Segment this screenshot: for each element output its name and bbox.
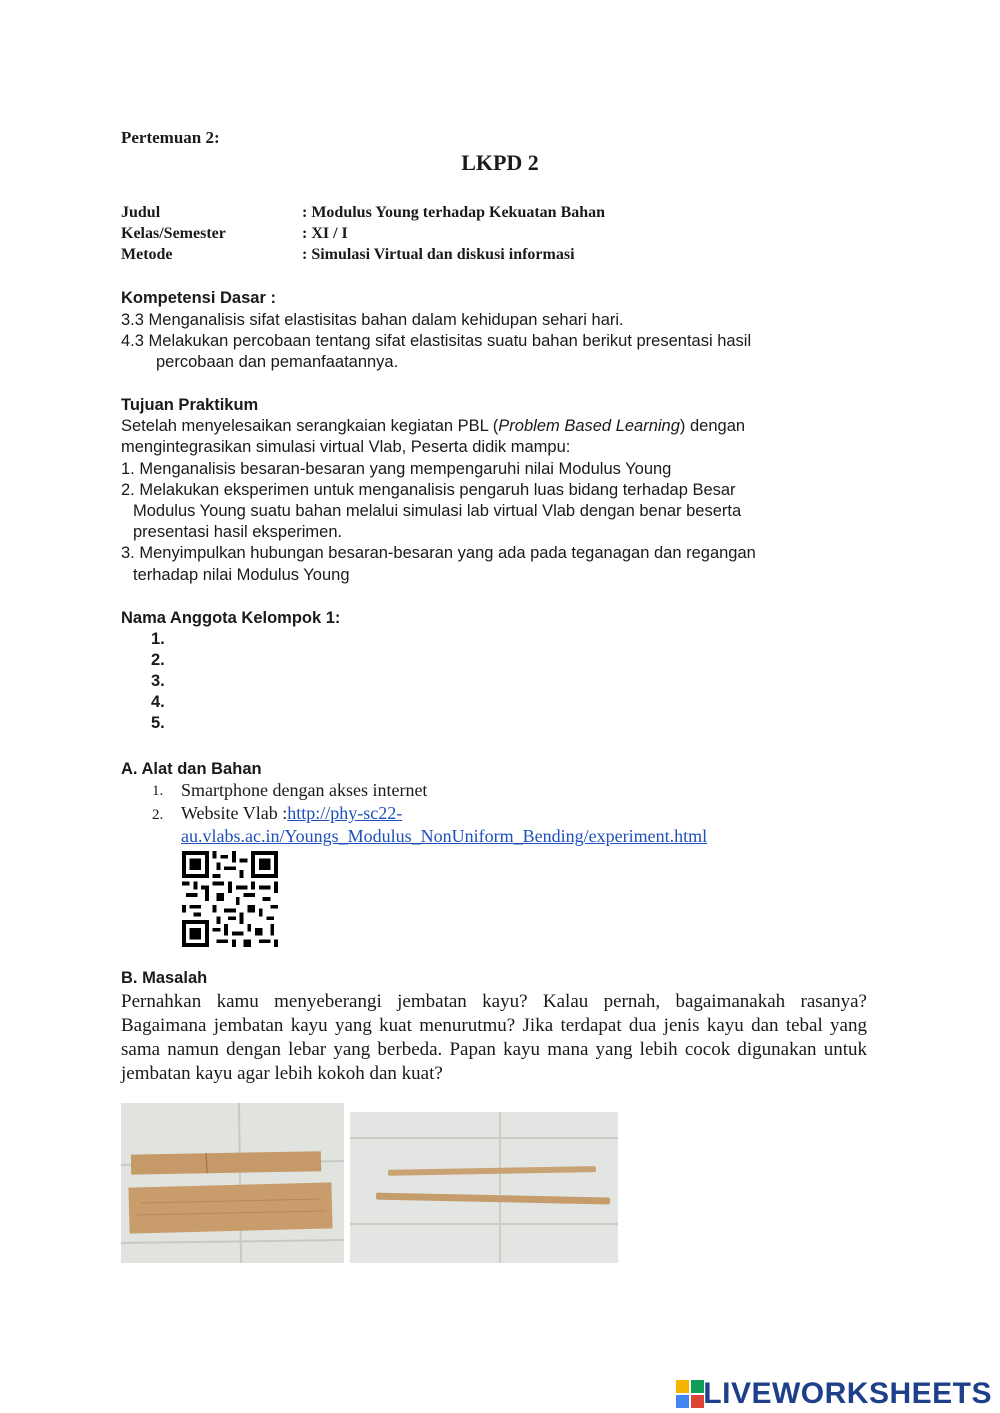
member-number: 2.: [151, 651, 165, 669]
tujuan-intro-line2: mengintegrasikan simulasi virtual Vlab, Peserta didik mampu:: [121, 438, 571, 456]
meta-value: : Modulus Young terhadap Kekuatan Bahan: [302, 204, 606, 221]
meeting-label: Pertemuan 2:: [121, 128, 220, 147]
wood-planks-thin-photo: [350, 1112, 618, 1263]
member-number: 3.: [151, 672, 165, 690]
liveworksheets-logo-icon: [676, 1380, 704, 1408]
alat-item-number: 2.: [152, 807, 164, 823]
member-number: 4.: [151, 693, 165, 711]
tujuan-heading: Tujuan Praktikum: [121, 396, 259, 414]
tujuan-line: terhadap nilai Modulus Young: [133, 566, 350, 584]
qr-code: [182, 851, 278, 947]
kompetensi-item: 4.3 Melakukan percobaan tentang sifat elastisitas suatu bahan berikut presentasi hasil: [121, 332, 752, 350]
masalah-text: Pernahkan kamu menyeberangi jembatan kayu? Kalau pernah, bagaimanakah rasanya? Bagaimana jembatan kayu yang kuat menurutmu? Jika terdapat dua jenis kayu dan tebal yang sama namun dengan lebar yang berbeda. Papan kayu mana yang lebih cocok digunakan untuk jembatan kayu agar lebih kokoh dan kuat?: [121, 991, 867, 1084]
tujuan-line: 2. Melakukan eksperimen untuk menganalisis pengaruh luas bidang terhadap Besar: [121, 481, 736, 499]
tujuan-intro: [121, 417, 745, 436]
tujuan-line: presentasi hasil eksperimen.: [133, 523, 343, 541]
tujuan-intro-before: Setelah menyelesaikan serangkaian kegiatan PBL (: [121, 417, 499, 435]
tujuan-intro-after: ) dengan: [679, 417, 746, 435]
page-title: LKPD 2: [461, 150, 539, 175]
kompetensi-item-continued: percobaan dan pemanfaatannya.: [156, 353, 399, 371]
vlab-link-continued[interactable]: au.vlabs.ac.in/Youngs_Modulus_NonUniform_Bending/experiment.html: [181, 826, 708, 846]
kompetensi-heading: Kompetensi Dasar :: [121, 289, 276, 307]
website-label: Website Vlab :: [181, 803, 288, 823]
kompetensi-item: 3.3 Menganalisis sifat elastisitas bahan dalam kehidupan sehari hari.: [121, 311, 624, 329]
meta-label: Metode: [121, 246, 173, 263]
alat-item-website: [181, 803, 402, 824]
member-number: 1.: [151, 630, 165, 648]
kelompok-heading: Nama Anggota Kelompok 1:: [121, 609, 341, 627]
meta-label: Judul: [121, 204, 161, 221]
vlab-link[interactable]: http://phy-sc22-: [287, 803, 403, 823]
meta-label: Kelas/Semester: [121, 225, 226, 242]
tujuan-line: 1. Menganalisis besaran-besaran yang mempengaruhi nilai Modulus Young: [121, 460, 672, 478]
alat-item-smartphone: Smartphone dengan akses internet: [181, 780, 428, 800]
masalah-heading: B. Masalah: [121, 969, 208, 987]
meta-value: : Simulasi Virtual dan diskusi informasi: [302, 246, 575, 263]
alat-heading: A. Alat dan Bahan: [121, 760, 262, 778]
tujuan-intro-italic: Problem Based Learning: [498, 417, 680, 435]
meta-value: : XI / I: [302, 225, 348, 242]
liveworksheets-brand: LIVEWORKSHEETS: [703, 1377, 992, 1410]
wood-planks-wide-photo: [121, 1103, 344, 1263]
member-number: 5.: [151, 714, 165, 732]
tujuan-line: 3. Menyimpulkan hubungan besaran-besaran yang ada pada teganagan dan regangan: [121, 544, 756, 562]
tujuan-line: Modulus Young suatu bahan melalui simulasi lab virtual Vlab dengan benar beserta: [133, 502, 742, 520]
alat-item-number: 1.: [152, 783, 164, 799]
